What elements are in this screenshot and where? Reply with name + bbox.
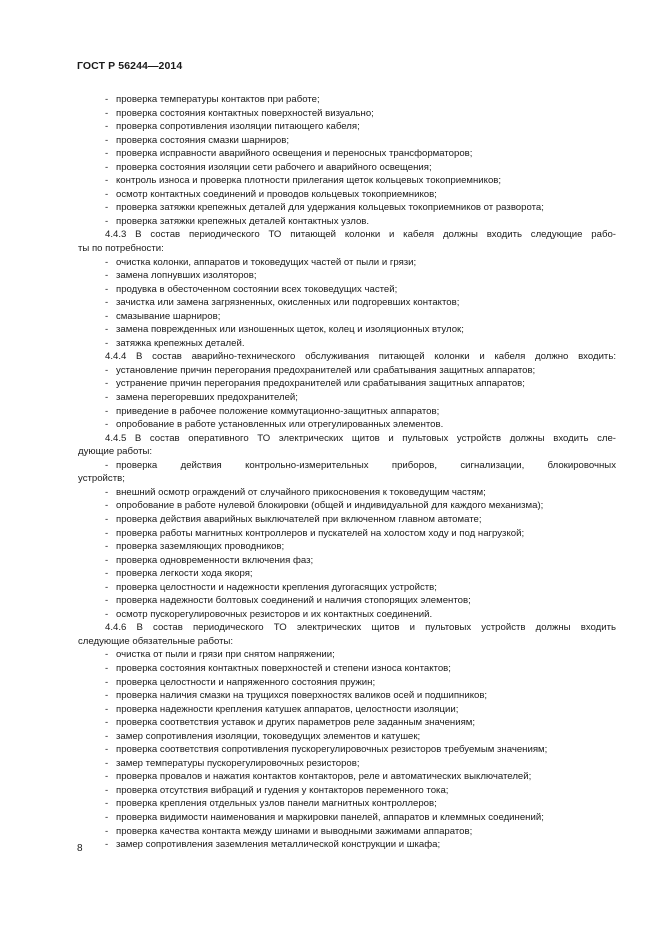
list-dash: - [105,581,109,593]
list-item [78,337,616,351]
list-dash: - [105,595,109,607]
list-item-text: проверка действия аварийных выключателей при включенном главном автомате; [116,513,482,525]
list-item [78,310,616,324]
list-item-text: смазывание шарниров; [116,310,221,322]
list-dash: - [105,202,109,214]
list-item-text: очистка колонки, аппаратов и токоведущих частей от пыли и грязи; [116,256,417,268]
list-item-text: опробование в работе установленных или отрегулированных элементов. [116,419,444,431]
paragraph-line: 4.4.6 В состав периодического ТО электрических щитов и пультовых устройств должны входить [105,622,616,634]
list-dash: - [105,337,109,349]
list-item-text: проверка работы магнитных контроллеров и пускателей на холостом ходу и под нагрузкой; [116,527,525,539]
list-dash: - [105,486,109,498]
list-item-text: проверка надежности крепления катушек аппаратов, целостности изоляции; [116,703,459,715]
list-dash: - [105,310,109,322]
list-item-text: проверка легкости хода якоря; [116,568,253,580]
list-item-text: проверка одновременности включения фаз; [116,554,314,566]
list-item-text: проверка провалов и нажатия контактов контакторов, реле и автоматических выключателей; [116,771,532,783]
list-dash: - [105,568,109,580]
document-header: ГОСТ Р 56244—2014 [77,60,183,72]
paragraph-continuation: устройств; [78,473,125,485]
list-item-text: проверка крепления отдельных узлов панели магнитных контроллеров; [116,798,437,810]
list-item-text: замер температуры пускорегулировочных резисторов; [116,757,360,769]
list-item [78,486,616,500]
list-item [78,648,616,662]
list-item-text: проверка состояния контактных поверхностей визуально; [116,107,374,119]
list-item-text: контроль износа и проверка плотности прилегания щеток кольцевых токоприемников; [116,175,502,187]
list-item [78,323,616,337]
list-item [78,391,616,405]
list-item-text: осмотр контактных соединений и проводов кольцевых токоприемников; [116,188,437,200]
list-item [78,513,616,527]
list-item [78,784,616,798]
list-item [78,703,616,717]
list-dash: - [105,811,109,823]
list-item [78,418,616,432]
list-item [78,676,616,690]
list-dash: - [105,771,109,783]
list-item [78,743,616,757]
list-item [78,757,616,771]
list-item-text: замена перегоревших предохранителей; [116,392,298,404]
list-dash: - [105,364,109,376]
list-dash: - [105,784,109,796]
list-dash: - [105,757,109,769]
list-item-text: затяжка крепежных деталей. [116,337,245,349]
list-item-text: проверка действия контрольно-измерительных приборов, сигнализации, блокировочных [116,459,616,471]
list-item [78,377,616,391]
list-item [78,689,616,703]
list-dash: - [105,717,109,729]
list-dash: - [105,392,109,404]
list-item [78,120,616,134]
list-dash: - [105,744,109,756]
list-item-text: проверка соответствия сопротивления пускорегулировочных резисторов требуемым значениям; [116,744,548,756]
list-dash: - [105,283,109,295]
list-item-text: устранение причин перегорания предохранителей или срабатывания защитных аппаратов; [116,378,525,390]
list-item [78,554,616,568]
list-item-text: опробование в работе нулевой блокировки (общей и индивидуальной для каждого механизма); [116,500,544,512]
list-dash: - [105,188,109,200]
list-dash: - [105,825,109,837]
list-item [78,825,616,839]
list-dash: - [105,324,109,336]
list-dash: - [105,513,109,525]
list-item-text: проверка заземляющих проводников; [116,541,285,553]
list-item [78,134,616,148]
list-item-text: проверка целостности и надежности крепления дугогасящих устройств; [116,581,437,593]
list-item [78,256,616,270]
list-dash: - [105,798,109,810]
list-dash: - [105,161,109,173]
list-item [78,662,616,676]
list-item-text: проверка затяжки крепежных деталей для удержания кольцевых токоприемников от разворота; [116,202,544,214]
list-item [78,540,616,554]
list-dash: - [105,730,109,742]
list-item [78,608,616,622]
list-item [78,147,616,161]
list-item-text: внешний осмотр ограждений от случайного прикосновения к токоведущим частям; [116,486,486,498]
list-item-text: проверка наличия смазки на трущихся поверхностях валиков осей и подшипников; [116,690,488,702]
list-item-text: проверка сопротивления изоляции питающего кабеля; [116,121,360,133]
list-dash: - [105,676,109,688]
list-item [78,567,616,581]
paragraph-continuation: следующие обязательные работы: [78,635,234,647]
list-dash: - [105,459,109,471]
list-item [78,716,616,730]
list-item [78,364,616,378]
list-item [78,215,616,229]
list-item [78,283,616,297]
list-item [78,811,616,825]
list-dash: - [105,405,109,417]
page-number: 8 [77,843,83,854]
list-item-text: проверка качества контакта между шинами и выводными зажимами аппаратов; [116,825,473,837]
list-dash: - [105,541,109,553]
list-item-text: проверка состояния изоляции сети рабочего и аварийного освещения; [116,161,432,173]
list-dash: - [105,839,109,851]
list-item [78,770,616,784]
document-body [78,93,616,852]
list-dash: - [105,121,109,133]
list-item-text: зачистка или замена загрязненных, окисленных или подгоревших контактов; [116,297,460,309]
paragraph-line: 4.4.3 В состав периодического ТО питающей колонки и кабеля должны входить следующие рабо- [105,229,616,241]
list-item-text: проверка исправности аварийного освещения и переносных трансформаторов; [116,148,473,160]
list-item-text: проверка отсутствия вибраций и гудения у контакторов переменного тока; [116,784,449,796]
list-item-text: проверка температуры контактов при работе; [116,94,320,105]
list-item-text: замер сопротивления изоляции, токоведущих элементов и катушек; [116,730,421,742]
list-item-text: проверка видимости наименования и маркировки панелей, аппаратов и клеммных соединений; [116,811,544,823]
list-dash: - [105,500,109,512]
paragraph-line: 4.4.5 В состав оперативного ТО электрических щитов и пультовых устройств должны входить сле- [105,432,616,444]
list-item-text: очистка от пыли и грязи при снятом напряжении; [116,649,335,661]
list-item-text: установление причин перегорания предохранителей или срабатывания защитных аппаратов; [116,364,536,376]
list-item-text: проверка соответствия уставок и других параметров реле заданным значениям; [116,717,476,729]
list-item-text: приведение в рабочее положение коммутационно-защитных аппаратов; [116,405,440,417]
list-dash: - [105,608,109,620]
list-dash: - [105,148,109,160]
list-item [78,581,616,595]
list-dash: - [105,554,109,566]
list-dash: - [105,527,109,539]
list-item [78,594,616,608]
list-item [78,296,616,310]
list-item [78,797,616,811]
list-dash: - [105,649,109,661]
list-item-text: проверка состояния контактных поверхностей и степени износа контактов; [116,662,451,674]
list-dash: - [105,256,109,268]
list-item [78,730,616,744]
paragraph-continuation: ты по потребности: [78,243,164,255]
list-item-text: замена поврежденных или изношенных щеток, колец и изоляционных втулок; [116,324,464,336]
list-item-text: проверка затяжки крепежных деталей контактных узлов. [116,215,370,227]
list-dash: - [105,175,109,187]
list-dash: - [105,690,109,702]
list-item [78,188,616,202]
list-dash: - [105,94,109,105]
list-dash: - [105,134,109,146]
list-dash: - [105,107,109,119]
list-item-text: замена лопнувших изоляторов; [116,270,257,282]
paragraph-line: 4.4.4 В состав аварийно-технического обслуживания питающей колонки и кабеля должно входить: [105,351,616,363]
list-dash: - [105,270,109,282]
list-dash: - [105,297,109,309]
list-dash: - [105,419,109,431]
list-item [78,499,616,513]
paragraph-continuation: дующие работы: [78,446,153,458]
list-dash: - [105,215,109,227]
list-dash: - [105,378,109,390]
list-item-text: осмотр пускорегулировочных резисторов и их контактных соединений. [116,608,433,620]
list-item [78,93,616,107]
list-item-text: проверка состояния смазки шарниров; [116,134,290,146]
list-dash: - [105,703,109,715]
list-item [78,201,616,215]
list-item [78,174,616,188]
list-item-text: проверка целостности и напряженного состояния пружин; [116,676,376,688]
list-item [78,838,616,852]
list-item-text: продувка в обесточенном состоянии всех токоведущих частей; [116,283,398,295]
list-item [78,269,616,283]
list-item [78,161,616,175]
list-item [78,405,616,419]
list-item [78,107,616,121]
list-item-text: замер сопротивления заземления металлической конструкции и шкафа; [116,839,441,851]
list-item [78,459,616,473]
list-dash: - [105,662,109,674]
list-item [78,527,616,541]
list-item-text: проверка надежности болтовых соединений и наличия стопорящих элементов; [116,595,471,607]
